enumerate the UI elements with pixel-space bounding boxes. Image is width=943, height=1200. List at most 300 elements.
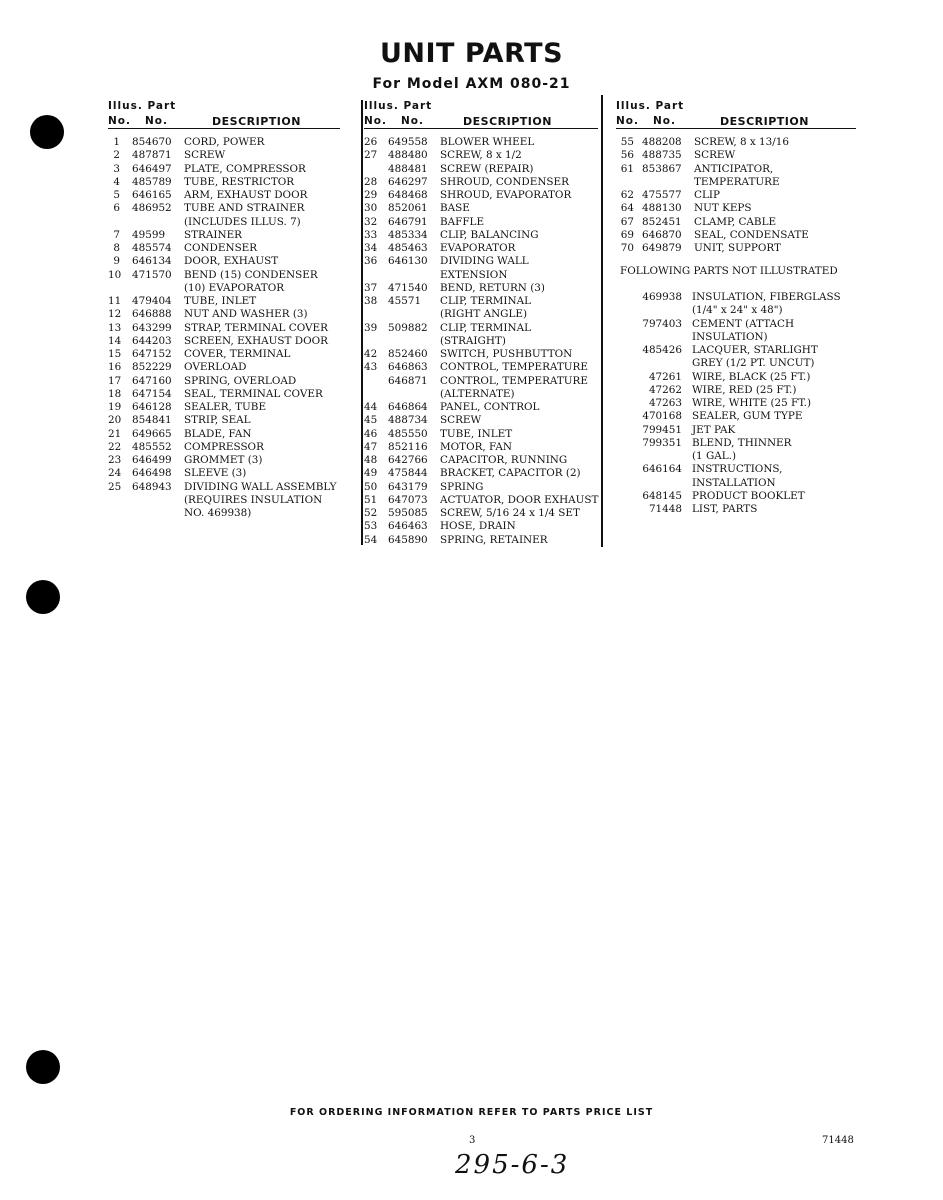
illus-number: 29 bbox=[364, 189, 378, 201]
part-number: 854841 bbox=[132, 414, 172, 427]
list-item bbox=[108, 308, 358, 321]
list-item bbox=[364, 428, 600, 441]
part-description: BRACKET, CAPACITOR (2) bbox=[440, 467, 581, 480]
list-item bbox=[108, 269, 358, 282]
document-number: 71448 bbox=[822, 1135, 854, 1146]
illus-number: 22 bbox=[108, 440, 122, 453]
illus-number: 3 bbox=[113, 162, 120, 175]
part-description: OVERLOAD bbox=[184, 361, 247, 374]
illus-number: 30 bbox=[364, 202, 378, 215]
illus-number: 67 bbox=[620, 215, 634, 228]
part-number: 647160 bbox=[132, 374, 172, 387]
part-number: 646463 bbox=[388, 520, 428, 533]
list-item bbox=[108, 255, 358, 268]
header-description: DESCRIPTION bbox=[212, 115, 301, 128]
parts-column-3 bbox=[616, 98, 866, 255]
list-item bbox=[620, 344, 860, 357]
part-description: CORD, POWER bbox=[184, 136, 265, 148]
part-description: STRAP, TERMINAL COVER bbox=[184, 321, 328, 334]
list-item bbox=[108, 348, 358, 361]
illus-number: 36 bbox=[364, 255, 378, 268]
column-divider-2 bbox=[601, 95, 603, 547]
list-item bbox=[364, 229, 600, 242]
list-item bbox=[364, 242, 600, 255]
column-header bbox=[108, 98, 358, 128]
list-item bbox=[108, 295, 358, 308]
list-item bbox=[620, 357, 860, 370]
part-number: 475577 bbox=[642, 189, 682, 201]
illus-number: 18 bbox=[108, 387, 122, 400]
part-number: 648145 bbox=[642, 489, 682, 502]
part-number: 485426 bbox=[642, 344, 682, 356]
part-number: 644203 bbox=[132, 334, 172, 347]
part-number: 642766 bbox=[388, 454, 428, 466]
part-number: 646888 bbox=[132, 308, 172, 321]
parts-column-2 bbox=[364, 98, 600, 547]
part-number: 479404 bbox=[132, 295, 172, 307]
list-item bbox=[616, 216, 866, 229]
list-item bbox=[108, 202, 358, 215]
part-description: GREY (1/2 PT. UNCUT) bbox=[692, 357, 815, 370]
illus-number: 37 bbox=[364, 281, 378, 294]
list-item bbox=[364, 176, 600, 189]
part-number: 646134 bbox=[132, 255, 172, 268]
binder-hole-bottom bbox=[26, 1050, 60, 1084]
part-number: 47263 bbox=[648, 397, 682, 409]
part-number: 799351 bbox=[642, 436, 682, 449]
part-number: 71448 bbox=[648, 503, 682, 515]
part-description: ARM, EXHAUST DOOR bbox=[184, 189, 308, 201]
part-description: TUBE, RESTRICTOR bbox=[184, 175, 295, 188]
illus-number: 12 bbox=[108, 308, 122, 321]
part-description: CLIP bbox=[694, 189, 720, 201]
illus-number: 69 bbox=[620, 228, 634, 241]
part-number: 646863 bbox=[388, 361, 428, 374]
illus-number: 51 bbox=[364, 493, 378, 506]
part-description: DIVIDING WALL ASSEMBLY bbox=[184, 480, 337, 493]
part-description: BLEND, THINNER bbox=[692, 436, 792, 449]
illus-number: 5 bbox=[113, 189, 120, 201]
illus-number: 48 bbox=[364, 454, 378, 466]
part-number: 485334 bbox=[388, 228, 428, 241]
illus-number: 38 bbox=[364, 295, 378, 307]
part-description: (RIGHT ANGLE) bbox=[440, 308, 528, 321]
list-item bbox=[108, 242, 358, 255]
column-divider-1 bbox=[361, 100, 363, 545]
part-description: SCREW, 8 x 13/16 bbox=[694, 136, 789, 148]
part-description: PRODUCT BOOKLET bbox=[692, 489, 805, 502]
list-item bbox=[364, 202, 600, 215]
part-description: TEMPERATURE bbox=[694, 175, 780, 188]
illus-number: 43 bbox=[364, 361, 378, 374]
illus-number: 2 bbox=[113, 149, 120, 162]
list-item bbox=[364, 335, 600, 348]
part-description: (1 GAL.) bbox=[692, 450, 737, 462]
part-description: PANEL, CONTROL bbox=[440, 401, 540, 413]
list-item bbox=[108, 388, 358, 401]
list-item bbox=[364, 441, 600, 454]
list-item bbox=[108, 136, 358, 149]
list-item bbox=[364, 348, 600, 361]
part-description: INSULATION) bbox=[692, 330, 768, 343]
list-item bbox=[364, 520, 600, 533]
header-illus-part: Illus. Part bbox=[616, 100, 685, 112]
list-item bbox=[620, 371, 860, 384]
column-header bbox=[616, 98, 866, 128]
list-item bbox=[620, 450, 860, 463]
part-number: 646791 bbox=[388, 215, 428, 228]
part-description: STRAINER bbox=[184, 228, 242, 241]
part-number: 854670 bbox=[132, 136, 172, 148]
part-description: EVAPORATOR bbox=[440, 242, 516, 254]
part-description: SEALER, TUBE bbox=[184, 401, 267, 413]
list-item bbox=[108, 322, 358, 335]
part-number: 648943 bbox=[132, 480, 172, 493]
part-description: (REQUIRES INSULATION bbox=[184, 493, 323, 506]
list-item bbox=[620, 331, 860, 344]
part-number: 488735 bbox=[642, 149, 682, 162]
parts-list bbox=[364, 136, 600, 547]
header-underline bbox=[616, 128, 856, 129]
list-item bbox=[364, 149, 600, 162]
illus-number: 32 bbox=[364, 215, 378, 228]
part-number: 47262 bbox=[648, 383, 682, 396]
part-description: DOOR, EXHAUST bbox=[184, 255, 279, 268]
list-item bbox=[364, 136, 600, 149]
illus-number: 53 bbox=[364, 520, 378, 533]
header-no-no: No. No. bbox=[364, 115, 424, 127]
part-description: INSTALLATION bbox=[692, 476, 776, 489]
part-number: 649879 bbox=[642, 242, 682, 254]
list-item bbox=[108, 282, 358, 295]
illus-number: 23 bbox=[108, 454, 122, 466]
ordering-footer: FOR ORDERING INFORMATION REFER TO PARTS PRICE LIST bbox=[289, 1107, 654, 1118]
list-item bbox=[108, 414, 358, 427]
illus-number: 39 bbox=[364, 321, 378, 334]
list-item bbox=[620, 463, 860, 476]
list-item bbox=[616, 149, 866, 162]
part-number: 643179 bbox=[388, 480, 428, 493]
part-description: BAFFLE bbox=[440, 215, 485, 228]
illus-number: 42 bbox=[364, 348, 378, 360]
illus-number: 44 bbox=[364, 401, 378, 413]
part-number: 488208 bbox=[642, 136, 682, 148]
list-item bbox=[108, 401, 358, 414]
list-item bbox=[620, 384, 860, 397]
part-number: 646498 bbox=[132, 467, 172, 480]
illus-number: 34 bbox=[364, 242, 378, 254]
list-item bbox=[364, 308, 600, 321]
list-item bbox=[108, 441, 358, 454]
part-description: JET PAK bbox=[692, 423, 736, 436]
list-item bbox=[620, 477, 860, 490]
part-description: WIRE, RED (25 FT.) bbox=[692, 383, 797, 396]
part-description: (ALTERNATE) bbox=[440, 387, 515, 400]
list-item bbox=[620, 490, 860, 503]
part-number: 646164 bbox=[642, 463, 682, 476]
header-underline bbox=[108, 128, 340, 129]
part-description: ACTUATOR, DOOR EXHAUST bbox=[440, 493, 599, 506]
illus-number: 14 bbox=[108, 334, 122, 347]
part-description: SHROUD, CONDENSER bbox=[440, 175, 569, 188]
list-item bbox=[364, 216, 600, 229]
header-underline bbox=[364, 128, 598, 129]
part-description: NO. 469938) bbox=[184, 507, 252, 519]
part-number: 45571 bbox=[388, 295, 422, 307]
part-description: UNIT, SUPPORT bbox=[694, 242, 781, 254]
part-number: 470168 bbox=[642, 410, 682, 423]
illus-number: 13 bbox=[108, 321, 122, 334]
part-description: SCREW, 8 x 1/2 bbox=[440, 149, 522, 162]
part-number: 647152 bbox=[132, 348, 172, 360]
part-number: 643299 bbox=[132, 321, 172, 334]
handwritten-note: 295-6-3 bbox=[455, 1150, 570, 1180]
list-item bbox=[364, 388, 600, 401]
illus-number: 7 bbox=[113, 228, 120, 241]
header-illus-part: Illus. Part bbox=[108, 100, 177, 112]
part-description: CLIP, BALANCING bbox=[440, 228, 539, 241]
illus-number: 15 bbox=[108, 348, 122, 360]
part-number: 852061 bbox=[388, 202, 428, 215]
list-item bbox=[364, 295, 600, 308]
part-number: 475844 bbox=[388, 467, 428, 480]
list-item bbox=[616, 229, 866, 242]
part-description: SPRING, OVERLOAD bbox=[184, 374, 297, 387]
illus-number: 52 bbox=[364, 507, 378, 519]
list-item bbox=[620, 318, 860, 331]
part-number: 645890 bbox=[388, 533, 428, 546]
part-description: INSTRUCTIONS, bbox=[692, 463, 783, 476]
part-number: 646165 bbox=[132, 189, 172, 201]
part-description: CONTROL, TEMPERATURE bbox=[440, 374, 588, 387]
part-number: 799451 bbox=[642, 423, 682, 436]
part-description: MOTOR, FAN bbox=[440, 440, 512, 453]
list-item bbox=[364, 534, 600, 547]
part-number: 485574 bbox=[132, 242, 172, 254]
list-item bbox=[364, 454, 600, 467]
part-number: 509882 bbox=[388, 321, 428, 334]
part-description: SCREW, 5/16 24 x 1/4 SET bbox=[440, 507, 580, 519]
list-item bbox=[620, 410, 860, 423]
illus-number: 4 bbox=[113, 175, 120, 188]
part-description: TUBE, INLET bbox=[440, 427, 513, 440]
list-item bbox=[364, 481, 600, 494]
part-description: CONDENSER bbox=[184, 242, 258, 254]
header-description: DESCRIPTION bbox=[463, 115, 552, 128]
part-description: STRIP, SEAL bbox=[184, 414, 251, 427]
illus-number: 28 bbox=[364, 175, 378, 188]
part-description: CAPACITOR, RUNNING bbox=[440, 454, 568, 466]
part-description: WIRE, WHITE (25 FT.) bbox=[692, 397, 812, 409]
part-description: SPRING, RETAINER bbox=[440, 533, 548, 546]
list-item bbox=[620, 503, 860, 516]
binder-hole-middle bbox=[26, 580, 60, 614]
list-item bbox=[108, 361, 358, 374]
list-item bbox=[364, 269, 600, 282]
illus-number: 62 bbox=[620, 189, 634, 201]
illus-number: 26 bbox=[364, 136, 378, 148]
list-item bbox=[364, 494, 600, 507]
part-description: SEALER, GUM TYPE bbox=[692, 410, 803, 423]
part-description: GROMMET (3) bbox=[184, 454, 263, 466]
part-description: SEAL, TERMINAL COVER bbox=[184, 387, 323, 400]
list-item bbox=[620, 291, 860, 304]
header-illus-part: Illus. Part bbox=[364, 100, 433, 112]
part-description: LIST, PARTS bbox=[692, 503, 758, 515]
part-description: (STRAIGHT) bbox=[440, 334, 506, 347]
part-number: 485550 bbox=[388, 427, 428, 440]
illus-number: 19 bbox=[108, 401, 122, 413]
illus-number: 54 bbox=[364, 533, 378, 546]
column-header bbox=[364, 98, 600, 128]
part-description: SPRING bbox=[440, 480, 484, 493]
part-description: SCREW (REPAIR) bbox=[440, 162, 534, 175]
list-item bbox=[616, 163, 866, 176]
page-title: UNIT PARTS bbox=[379, 38, 564, 69]
part-description: INSULATION, FIBERGLASS bbox=[692, 291, 841, 303]
illus-number: 55 bbox=[620, 136, 634, 148]
part-description: SCREW bbox=[184, 149, 226, 162]
part-description: COVER, TERMINAL bbox=[184, 348, 291, 360]
part-description: SCREW bbox=[694, 149, 736, 162]
list-item bbox=[108, 189, 358, 202]
illus-number: 64 bbox=[620, 202, 634, 215]
parts-list bbox=[616, 136, 866, 255]
part-number: 646497 bbox=[132, 162, 172, 175]
illus-number: 47 bbox=[364, 440, 378, 453]
part-number: 648468 bbox=[388, 189, 428, 201]
list-item bbox=[620, 304, 860, 317]
parts-list bbox=[108, 136, 358, 520]
part-number: 647073 bbox=[388, 493, 428, 506]
part-description: BEND, RETURN (3) bbox=[440, 281, 545, 294]
part-number: 488130 bbox=[642, 202, 682, 215]
part-description: CLIP, TERMINAL bbox=[440, 295, 532, 307]
part-description: SLEEVE (3) bbox=[184, 467, 247, 480]
part-number: 485463 bbox=[388, 242, 428, 254]
illus-number: 6 bbox=[113, 202, 120, 215]
list-item bbox=[108, 375, 358, 388]
header-no-no: No. No. bbox=[108, 115, 168, 127]
list-item bbox=[364, 414, 600, 427]
part-description: BLOWER WHEEL bbox=[440, 136, 535, 148]
part-number: 646128 bbox=[132, 401, 172, 413]
model-subtitle: For Model AXM 080-21 bbox=[372, 76, 571, 92]
part-number: 485552 bbox=[132, 440, 172, 453]
part-description: NUT AND WASHER (3) bbox=[184, 308, 308, 321]
list-item bbox=[364, 163, 600, 176]
list-item bbox=[108, 176, 358, 189]
list-item bbox=[620, 424, 860, 437]
list-item bbox=[364, 282, 600, 295]
list-item bbox=[108, 494, 358, 507]
part-number: 486952 bbox=[132, 202, 172, 215]
list-item bbox=[364, 401, 600, 414]
binder-hole-top bbox=[30, 115, 64, 149]
list-item bbox=[616, 189, 866, 202]
list-item bbox=[620, 437, 860, 450]
part-description: TUBE AND STRAINER bbox=[184, 202, 305, 215]
illus-number: 8 bbox=[113, 242, 120, 254]
part-number: 646499 bbox=[132, 454, 172, 466]
part-description: PLATE, COMPRESSOR bbox=[184, 162, 306, 175]
part-description: BASE bbox=[440, 202, 470, 215]
illus-number: 27 bbox=[364, 149, 378, 162]
illus-number: 11 bbox=[108, 295, 122, 307]
part-description: CLAMP, CABLE bbox=[694, 215, 777, 228]
part-description: (INCLUDES ILLUS. 7) bbox=[184, 215, 301, 228]
page-number: 3 bbox=[469, 1135, 476, 1146]
part-number: 852116 bbox=[388, 440, 428, 453]
part-description: BLADE, FAN bbox=[184, 427, 252, 440]
part-description: SHROUD, EVAPORATOR bbox=[440, 189, 572, 201]
part-description: EXTENSION bbox=[440, 268, 508, 281]
list-item bbox=[108, 467, 358, 480]
illus-number: 17 bbox=[108, 374, 122, 387]
part-description: SEAL, CONDENSATE bbox=[694, 228, 809, 241]
illus-number: 45 bbox=[364, 414, 378, 427]
part-number: 646297 bbox=[388, 175, 428, 188]
header-no-no: No. No. bbox=[616, 115, 676, 127]
list-item bbox=[364, 322, 600, 335]
part-description: COMPRESSOR bbox=[184, 440, 264, 453]
illus-number: 70 bbox=[620, 242, 634, 254]
part-number: 646864 bbox=[388, 401, 428, 413]
list-item bbox=[108, 229, 358, 242]
part-description: BEND (15) CONDENSER bbox=[184, 268, 318, 281]
part-description: WIRE, BLACK (25 FT.) bbox=[692, 370, 811, 383]
not-illustrated-list bbox=[620, 291, 860, 516]
list-item bbox=[616, 176, 866, 189]
part-number: 471570 bbox=[132, 268, 172, 281]
list-item bbox=[364, 375, 600, 388]
part-number: 646870 bbox=[642, 228, 682, 241]
illus-number: 1 bbox=[113, 136, 120, 148]
list-item bbox=[108, 149, 358, 162]
list-item bbox=[364, 189, 600, 202]
part-description: ANTICIPATOR, bbox=[694, 162, 774, 175]
list-item bbox=[364, 507, 600, 520]
illus-number: 46 bbox=[364, 427, 378, 440]
list-item bbox=[616, 136, 866, 149]
part-number: 649558 bbox=[388, 136, 428, 148]
illus-number: 16 bbox=[108, 361, 122, 374]
part-number: 852229 bbox=[132, 361, 172, 374]
part-description: SCREW bbox=[440, 414, 482, 427]
part-description: CLIP, TERMINAL bbox=[440, 321, 532, 334]
illus-number: 21 bbox=[108, 427, 122, 440]
illus-number: 20 bbox=[108, 414, 122, 427]
part-number: 47261 bbox=[648, 370, 682, 383]
part-description: TUBE, INLET bbox=[184, 295, 257, 307]
illus-number: 49 bbox=[364, 467, 378, 480]
part-number: 852451 bbox=[642, 215, 682, 228]
list-item bbox=[616, 242, 866, 255]
part-number: 647154 bbox=[132, 387, 172, 400]
illus-number: 50 bbox=[364, 480, 378, 493]
list-item bbox=[108, 481, 358, 494]
part-number: 471540 bbox=[388, 281, 428, 294]
illus-number: 24 bbox=[108, 467, 122, 480]
part-description: CONTROL, TEMPERATURE bbox=[440, 361, 588, 374]
illus-number: 10 bbox=[108, 268, 122, 281]
part-number: 852460 bbox=[388, 348, 428, 360]
part-description: (10) EVAPORATOR bbox=[184, 281, 285, 294]
part-number: 797403 bbox=[642, 317, 682, 330]
part-description: SWITCH, PUSHBUTTON bbox=[440, 348, 573, 360]
part-number: 646871 bbox=[388, 374, 428, 387]
illus-number: 61 bbox=[620, 162, 634, 175]
